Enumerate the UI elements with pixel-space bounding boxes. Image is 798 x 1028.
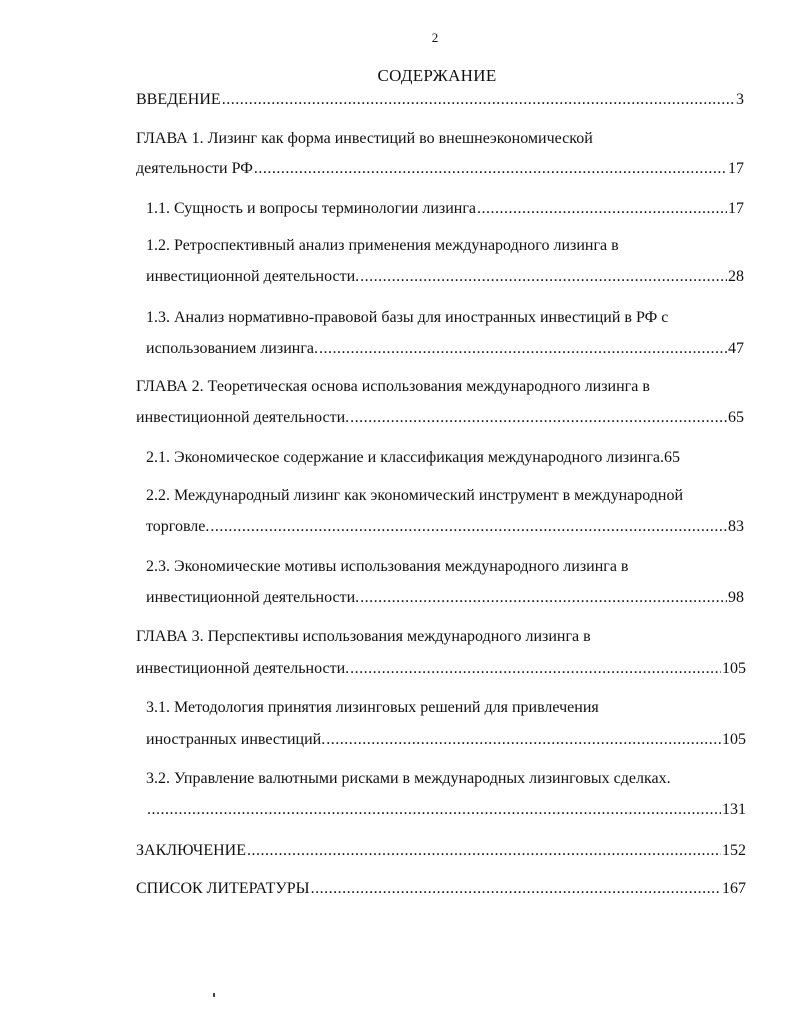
- toc-entry-references[interactable]: [136, 880, 746, 898]
- toc-entry-label: торговле.: [146, 518, 210, 535]
- toc-entry-label: инвестиционной деятельности.: [146, 589, 360, 606]
- toc-entry-section-2-3-title[interactable]: 2.3. Экономические мотивы использования международного лизинга в: [146, 558, 629, 575]
- toc-entry-page: 105: [722, 660, 746, 677]
- toc-entry-section-1-3[interactable]: [146, 340, 744, 358]
- toc-entry-chapter-3-title[interactable]: ГЛАВА 3. Перспективы использования международного лизинга в: [136, 628, 591, 645]
- leader-dots: [326, 731, 721, 749]
- toc-entry-chapter-3[interactable]: [136, 660, 746, 678]
- toc-entry-page: 83: [728, 518, 744, 535]
- toc-entry-page: 98: [728, 589, 744, 606]
- toc-entry-chapter-2[interactable]: [136, 409, 744, 427]
- toc-entry-page: 47: [728, 340, 744, 357]
- toc-entry-label: ЗАКЛЮЧЕНИЕ: [136, 842, 246, 859]
- toc-entry-page: 17: [728, 200, 744, 217]
- toc-entry-label: инвестиционной деятельности.: [136, 409, 350, 426]
- toc-entry-label: инвестиционной деятельности.: [146, 268, 360, 285]
- leader-dots: [360, 589, 727, 607]
- toc-entry-section-1-2[interactable]: [146, 268, 744, 286]
- toc-entry-page: 3: [736, 91, 744, 108]
- toc-entry-conclusion[interactable]: [136, 842, 746, 860]
- toc-entry-page: 28: [728, 268, 744, 285]
- leader-dots: [147, 801, 721, 819]
- toc-entry-label: иностранных инвестиций.: [146, 731, 326, 748]
- scan-speck: [213, 993, 215, 997]
- leader-dots: [350, 409, 727, 427]
- toc-entry-page: 152: [722, 842, 746, 859]
- toc-entry-label: деятельности РФ: [136, 160, 253, 177]
- leader-dots: [319, 340, 727, 358]
- toc-entry-label: ВВЕДЕНИЕ: [136, 91, 221, 108]
- toc-entry-section-3-1-title[interactable]: 3.1. Методология принятия лизинговых решений для привлечения: [146, 699, 599, 716]
- toc-entry-page: 65: [728, 409, 744, 426]
- toc-entry-section-3-2-title[interactable]: 3.2. Управление валютными рисками в международных лизинговых сделках.: [146, 770, 671, 787]
- leader-dots: [222, 91, 735, 109]
- toc-entry-label: инвестиционной деятельности.: [136, 660, 350, 677]
- toc-title: СОДЕРЖАНИЕ: [377, 66, 497, 85]
- leader-dots: [477, 200, 727, 218]
- toc-entry-section-2-2-title[interactable]: 2.2. Международный лизинг как экономический инструмент в международной: [146, 487, 684, 504]
- toc-entry-section-3-1[interactable]: [146, 731, 746, 749]
- toc-entry-page: 105: [722, 731, 746, 748]
- toc-entry-section-2-2[interactable]: [146, 518, 744, 536]
- toc-entry-chapter-1-title[interactable]: ГЛАВА 1. Лизинг как форма инвестиций во внешнеэкономической: [136, 130, 593, 147]
- leader-dots: [210, 518, 727, 536]
- page-number: 2: [431, 30, 439, 45]
- toc-entry-page: 65: [664, 449, 681, 466]
- toc-entry-label: СПИСОК ЛИТЕРАТУРЫ: [136, 880, 310, 897]
- leader-dots: [247, 842, 721, 860]
- toc-entry-chapter-1[interactable]: [136, 160, 744, 178]
- toc-entry-section-3-2[interactable]: [146, 801, 746, 819]
- leader-dots: [254, 160, 727, 178]
- leader-dots: [350, 660, 721, 678]
- toc-entry-page: 131: [722, 801, 746, 818]
- leader-dots: [311, 880, 721, 898]
- toc-entry-section-1-1[interactable]: [146, 200, 744, 218]
- toc-entry-label: 1.1. Сущность и вопросы терминологии лизинга: [146, 200, 476, 217]
- leader-dots: [360, 268, 727, 286]
- toc-entry-introduction[interactable]: [136, 91, 744, 109]
- toc-entry-section-1-3-title[interactable]: 1.3. Анализ нормативно-правовой базы для иностранных инвестиций в РФ с: [146, 309, 669, 326]
- toc-entry-page: 167: [722, 880, 746, 897]
- toc-entry-label: использованием лизинга.: [146, 340, 318, 357]
- toc-entry-page: 17: [728, 160, 744, 177]
- toc-entry-section-2-3[interactable]: [146, 589, 744, 607]
- toc-entry-section-1-2-title[interactable]: 1.2. Ретроспективный анализ применения международного лизинга в: [146, 237, 619, 254]
- toc-entry-chapter-2-title[interactable]: ГЛАВА 2. Теоретическая основа использования международного лизинга в: [136, 378, 650, 395]
- toc-entry-label: 2.1. Экономическое содержание и классификация международного лизинга.: [146, 449, 665, 466]
- toc-entry-section-2-1[interactable]: [146, 449, 746, 467]
